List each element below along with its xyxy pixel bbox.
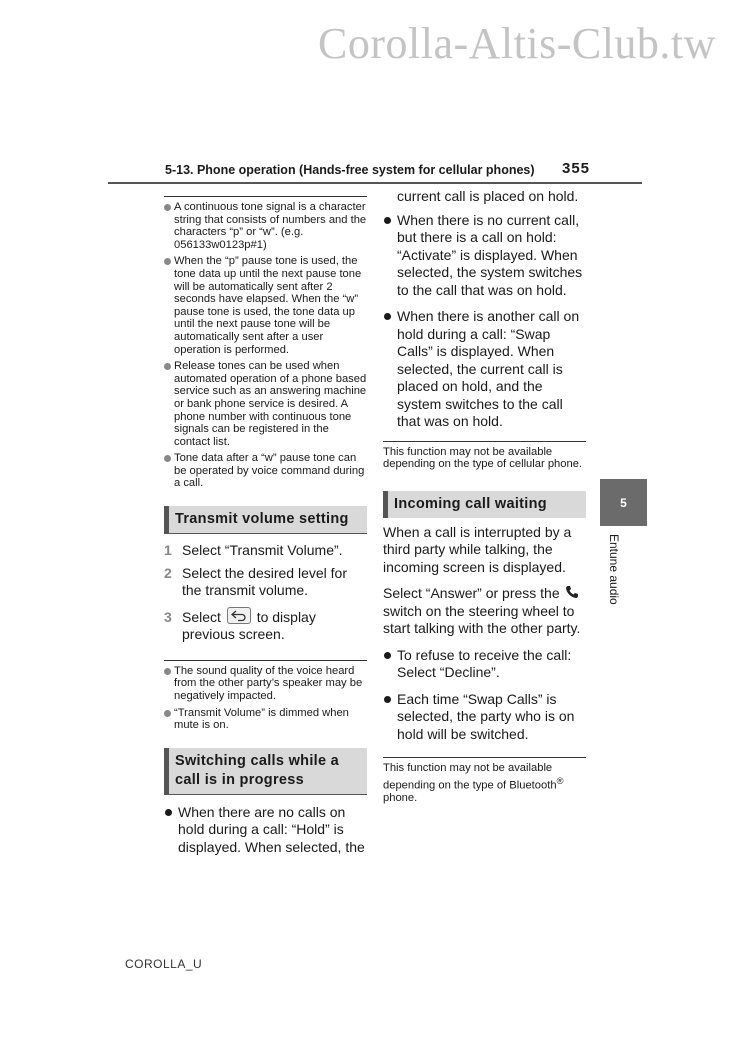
chapter-tab: 5 bbox=[600, 479, 647, 526]
bullet-item: When there is another call on hold during a call: “Swap Calls” is displayed. When selected, the current call is placed on hold, and the system switches to the call that was on hold. bbox=[383, 308, 586, 431]
bullet-icon bbox=[164, 668, 171, 675]
continuation-text: current call is placed on hold. bbox=[397, 188, 579, 204]
bullet-icon bbox=[164, 455, 171, 462]
section-title: 5-13. Phone operation (Hands-free system for cellular phones) bbox=[165, 163, 535, 177]
footer-model: COROLLA_U bbox=[125, 957, 203, 971]
step-item: 3 Select to display previous screen. bbox=[164, 608, 316, 643]
bullet-item: When there are no calls on hold during a call: “Hold” is displayed. When selected, the bbox=[164, 804, 367, 857]
phone-handset-icon bbox=[565, 585, 579, 599]
bullet-item: When there is no current call, but there is a call on hold: “Activate” is displayed. When selected, the system switches to the call that was on hold. bbox=[383, 212, 586, 300]
tone-notes bbox=[164, 196, 367, 490]
watermark: Corolla-Altis-Club.tw bbox=[318, 19, 716, 68]
step-item: 1 Select “Transmit Volume”. bbox=[164, 542, 343, 559]
step-item: 2 Select the desired level for the transmit volume. bbox=[164, 564, 347, 599]
bullet-icon bbox=[165, 809, 172, 816]
answer-instruction: Select “Answer” or press the switch on the steering wheel to start talking with the other party. bbox=[383, 585, 581, 637]
bullet-icon bbox=[164, 363, 171, 370]
note-item: A continuous tone signal is a character string that consists of numbers and the characters “p” or “w”. (e.g. 056133w0123p#1) bbox=[164, 201, 367, 251]
right-column bbox=[383, 188, 586, 805]
bullet-icon bbox=[384, 313, 391, 320]
bullet-icon bbox=[384, 217, 391, 224]
note-item: The sound quality of the voice heard from the other party’s speaker may be negatively impacted. bbox=[164, 665, 367, 703]
incoming-call-waiting-heading: Incoming call waiting bbox=[383, 491, 586, 518]
transmit-steps bbox=[164, 542, 367, 644]
bullet-icon bbox=[164, 258, 171, 265]
left-column bbox=[164, 196, 367, 861]
chapter-label: Entune audio bbox=[607, 534, 621, 605]
header-divider bbox=[108, 182, 642, 184]
transmit-volume-heading: Transmit volume setting bbox=[164, 506, 367, 534]
back-arrow-icon bbox=[227, 607, 251, 624]
bullet-item: Each time “Swap Calls” is selected, the party who is on hold will be switched. bbox=[383, 691, 586, 744]
note-item: “Transmit Volume” is dimmed when mute is on. bbox=[164, 707, 367, 732]
incoming-description: When a call is interrupted by a third party while talking, the incoming screen is displayed. bbox=[383, 523, 572, 575]
bullet-icon bbox=[384, 652, 391, 659]
note-item: Tone data after a “w” pause tone can be operated by voice command during a call. bbox=[164, 452, 367, 490]
bullet-item: To refuse to receive the call: Select “Decline”. bbox=[383, 647, 586, 682]
bullet-icon bbox=[164, 204, 171, 211]
note-item: Release tones can be used when automated operation of a phone based service such as an answering machine or bank phone service is desired. A phone number with continuous tone signals can be registered in the contact list. bbox=[164, 360, 367, 448]
bullet-icon bbox=[164, 710, 171, 717]
page-number: 355 bbox=[562, 160, 591, 177]
availability-note: This function may not be available depending on the type of cellular phone. bbox=[383, 441, 586, 471]
switching-calls-heading: Switching calls while a call is in progress bbox=[164, 748, 367, 795]
bluetooth-note: This function may not be available depending on the type of Bluetooth® phone. bbox=[383, 757, 586, 805]
bullet-icon bbox=[384, 696, 391, 703]
note-item: When the “p” pause tone is used, the tone data up until the next pause tone will be automatically sent after 2 seconds have elapsed. When the “w” pause tone is used, the tone data up until the next pause tone will be automatically sent after a user operation is performed. bbox=[164, 255, 367, 356]
transmit-notes bbox=[164, 660, 367, 732]
